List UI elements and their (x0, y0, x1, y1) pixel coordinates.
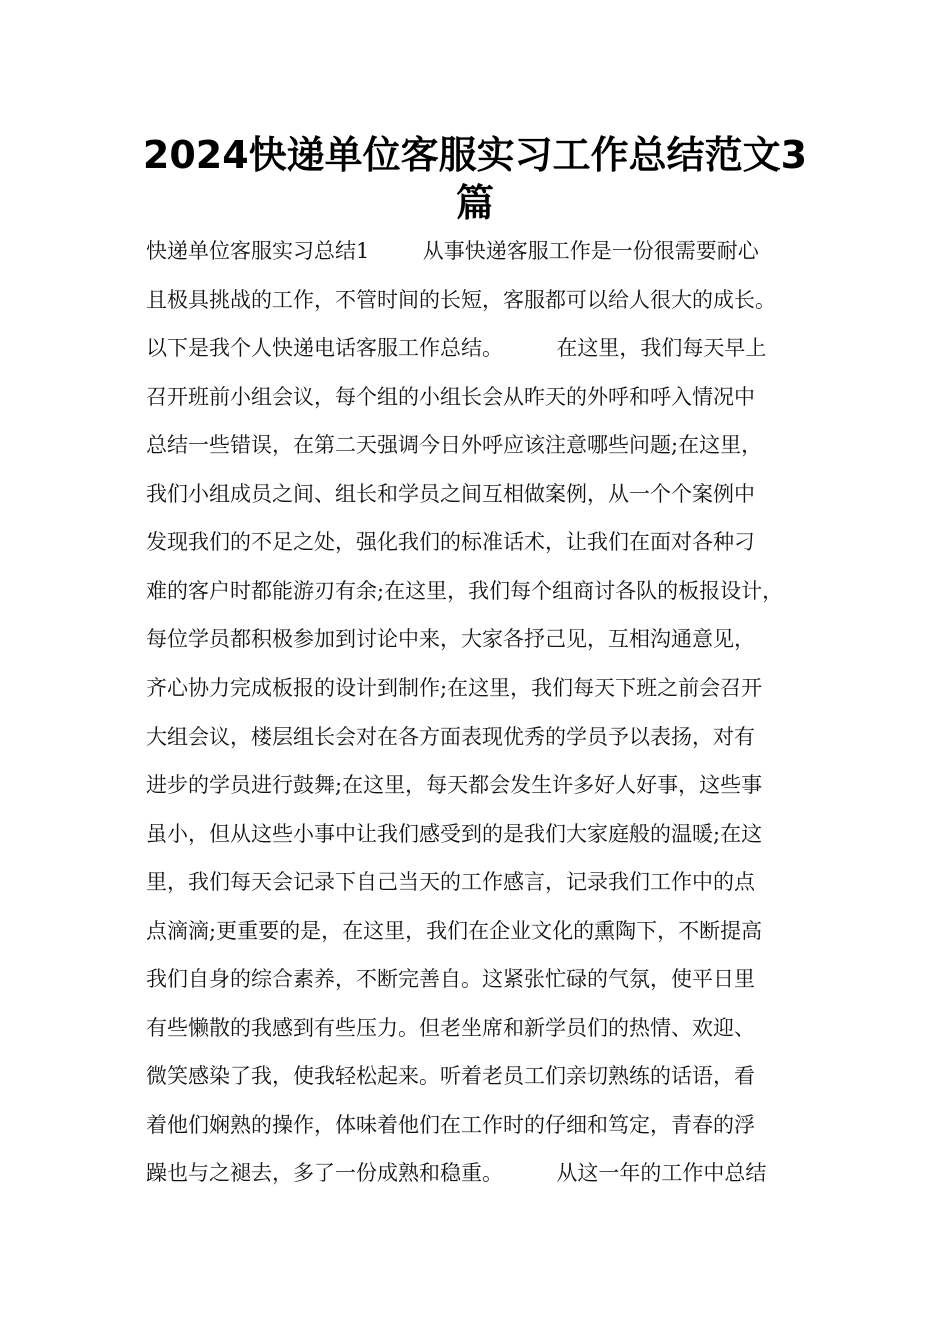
body-line: 虽小，但从这些小事中让我们感受到的是我们大家庭般的温暖;在这 (146, 822, 763, 846)
body-line: 每位学员都积极参加到讨论中来，大家各抒己见，互相沟通意见， (146, 627, 755, 651)
body-line: 齐心协力完成板报的设计到制作;在这里，我们每天下班之前会召开 (146, 676, 763, 700)
body-line: 躁也与之褪去，多了一份成熟和稳重。 从这一年的工作中总结 (146, 1161, 767, 1185)
body-line: 总结一些错误，在第二天强调今日外呼应该注意哪些问题;在这里， (146, 433, 763, 457)
body-line: 里，我们每天会记录下自己当天的工作感言，记录我们工作中的点 (146, 870, 755, 894)
body-line: 我们小组成员之间、组长和学员之间互相做案例，从一个个案例中 (146, 482, 755, 506)
body-line: 点滴滴;更重要的是，在这里，我们在企业文化的熏陶下，不断提高 (146, 919, 763, 943)
body-line: 着他们娴熟的操作，体味着他们在工作时的仔细和笃定，青春的浮 (146, 1113, 755, 1137)
body-line: 我们自身的综合素养，不断完善自。这紧张忙碌的气氛，使平日里 (146, 967, 755, 991)
document-title-line-2: 篇 (455, 181, 494, 225)
document-title-line-1: 2024快递单位客服实习工作总结范文3 (142, 133, 808, 177)
body-line: 微笑感染了我，使我轻松起来。听着老员工们亲切熟练的话语，看 (146, 1064, 755, 1088)
body-line: 且极具挑战的工作，不管时间的长短，客服都可以给人很大的成长。 (146, 288, 776, 312)
body-line: 进步的学员进行鼓舞;在这里，每天都会发生许多好人好事，这些事 (146, 773, 763, 797)
body-line: 大组会议，楼层组长会对在各方面表现优秀的学员予以表扬，对有 (146, 725, 755, 749)
body-line: 有些懒散的我感到有些压力。但老坐席和新学员们的热情、欢迎、 (146, 1016, 755, 1040)
body-line: 难的客户时都能游刃有余;在这里，我们每个组商讨各队的板报设计， (146, 579, 784, 603)
body-line: 召开班前小组会议，每个组的小组长会从昨天的外呼和呼入情况中 (146, 385, 755, 409)
body-line: 以下是我个人快递电话客服工作总结。 在这里，我们每天早上 (146, 336, 767, 360)
body-line: 发现我们的不足之处，强化我们的标准话术，让我们在面对各种刁 (146, 530, 755, 554)
body-line: 快递单位客服实习总结1 从事快递客服工作是一份很需要耐心 (146, 239, 759, 263)
